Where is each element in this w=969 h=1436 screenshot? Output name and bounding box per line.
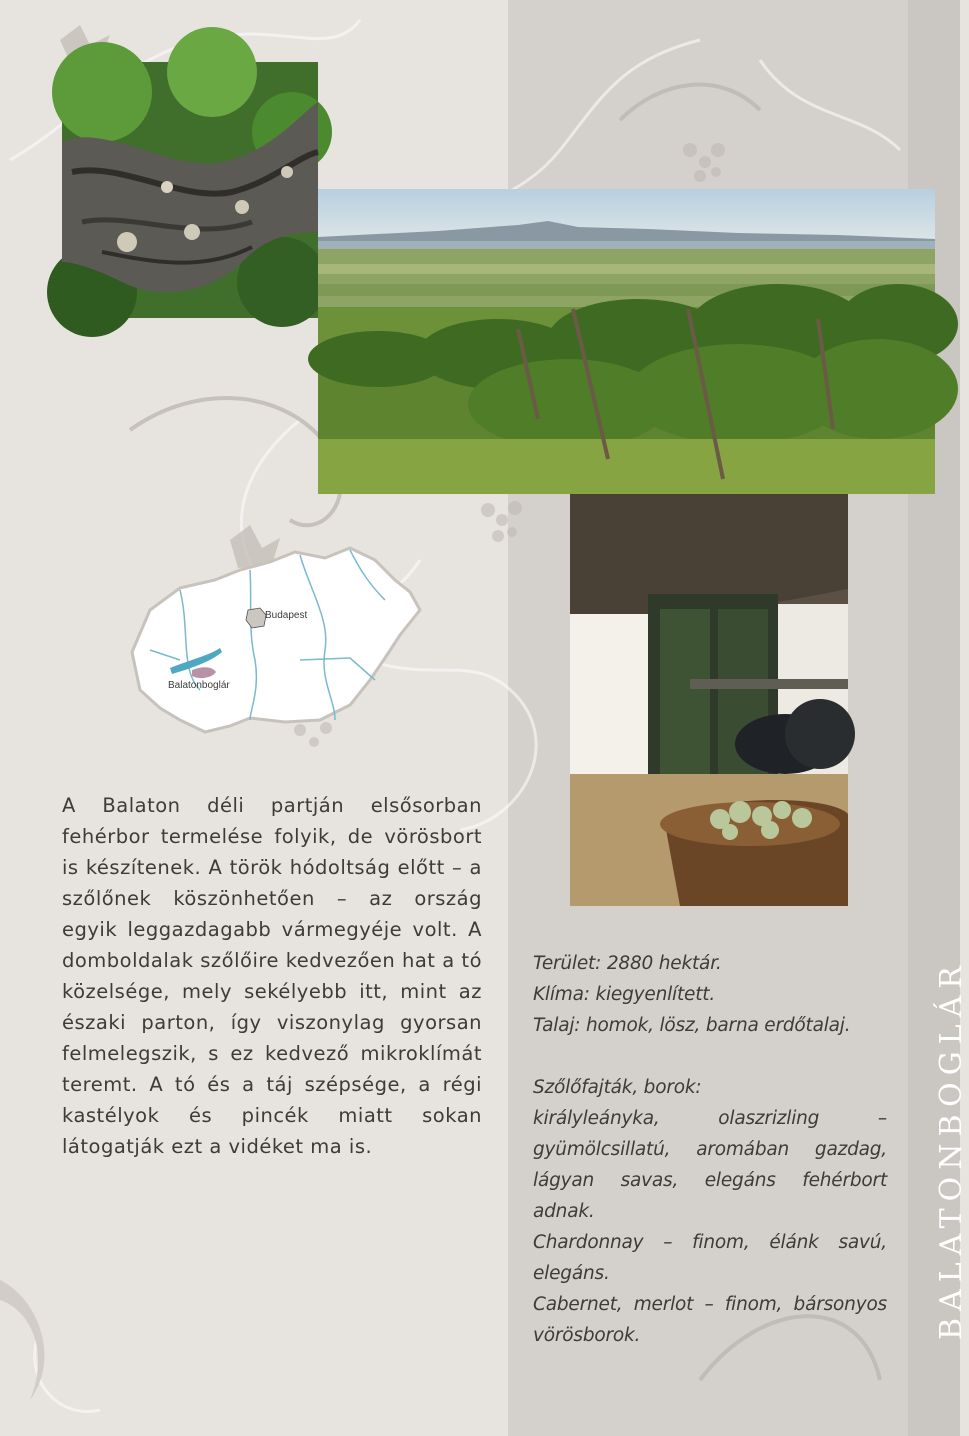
variety-kiralyleanyka: királyleányka, olaszrizling – gyümölcsillatú, aromában gazdag, lágyan savas, elegáns fehérbort adnak. xyxy=(533,1108,887,1222)
hungary-outline xyxy=(132,548,420,732)
hungary-map xyxy=(120,540,425,740)
map-label-budapest: Budapest xyxy=(265,610,308,621)
map-label-balatonboglar: Balatonboglár xyxy=(168,680,230,691)
spine-title: BALATONBOGLÁR xyxy=(934,959,969,1340)
vine-trunk-photo xyxy=(62,62,318,318)
wine-cellar-photo xyxy=(570,494,848,906)
area-fact: Terület: 2880 hektár. xyxy=(533,953,722,974)
varieties-heading: Szőlőfajták, borok: xyxy=(533,1077,702,1098)
variety-chardonnay: Chardonnay – finom, élánk savú, elegáns. xyxy=(533,1232,887,1284)
variety-cabernet: Cabernet, merlot – finom, bársonyos vörösborok. xyxy=(533,1294,887,1346)
intro-paragraph: A Balaton déli partján elsősorban fehérbor termelése folyik, de vörösbort is készítenek. A török hódoltság előtt – a szőlőnek köszönhetően – az ország egyik leggazdagabb vármegyéje volt. A domboldalak szőlőire kedvezően hat a tó közelsége, mely sekélyebb itt, mint az északi parton, így viszonylag gyorsan felmelegszik, s ez kedvező mikroklímát teremt. A tó és a táj szépsége, a régi kastélyok és pincék miatt sokan látogatják ezt a vidéket ma is. xyxy=(62,794,482,1158)
soil-fact: Talaj: homok, lösz, barna erdőtalaj. xyxy=(533,1015,851,1036)
wine-region-facts xyxy=(533,948,887,1351)
vineyard-landscape-photo xyxy=(318,189,935,494)
climate-fact: Klíma: kiegyenlített. xyxy=(533,984,716,1005)
